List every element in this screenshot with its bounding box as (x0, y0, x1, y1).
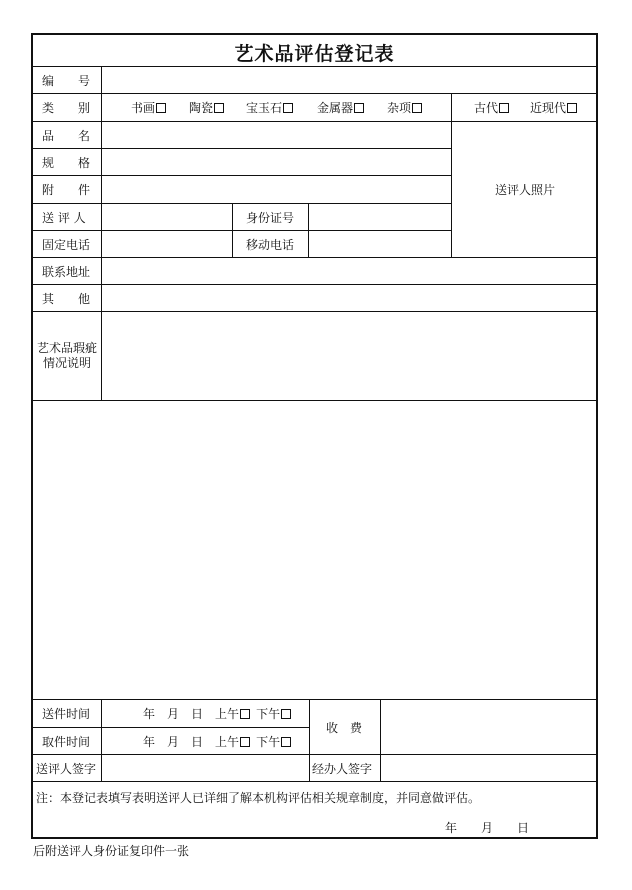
label-name: 品 名 (42, 129, 91, 143)
photo-label: 送评人照片 (495, 183, 556, 197)
label-id-number: 身份证号 (246, 211, 295, 225)
label-spec: 规 格 (42, 156, 91, 170)
label-landline: 固定电话 (42, 238, 91, 252)
label-attachment: 附 件 (42, 183, 91, 197)
checkbox[interactable] (240, 709, 250, 719)
label-number: 编 号 (42, 74, 91, 88)
row-divider (33, 284, 596, 285)
label-submitter-signature: 送评人签字 (36, 762, 97, 776)
era-option-modern[interactable]: 近现代 (530, 101, 577, 115)
registration-form (31, 33, 598, 839)
row-divider (33, 148, 451, 149)
column-divider (101, 699, 102, 781)
checkbox[interactable] (240, 737, 250, 747)
category-option-misc[interactable]: 杂项 (387, 101, 422, 115)
checkbox[interactable] (283, 103, 293, 113)
checkbox[interactable] (567, 103, 577, 113)
checkbox[interactable] (281, 737, 291, 747)
checkbox[interactable] (214, 103, 224, 113)
row-divider (33, 203, 451, 204)
row-divider (33, 699, 596, 700)
row-divider (33, 400, 596, 401)
form-title: 艺术品评估登记表 (234, 43, 395, 65)
column-divider (101, 66, 102, 400)
label-submitter: 送 评 人 (42, 211, 86, 225)
label-mobile: 移动电话 (246, 238, 295, 252)
row-divider (33, 230, 451, 231)
row-divider (33, 66, 596, 67)
category-option-gems[interactable]: 宝玉石 (246, 101, 293, 115)
pickup-datetime: 年 月 日 上午 下午 (143, 735, 291, 749)
checkbox[interactable] (281, 709, 291, 719)
label-handler-signature: 经办人签字 (312, 762, 373, 776)
category-option-ceramics[interactable]: 陶瓷 (189, 101, 224, 115)
column-divider (308, 203, 309, 257)
checkbox[interactable] (412, 103, 422, 113)
label-dropoff-time: 送件时间 (42, 707, 91, 721)
row-divider (33, 754, 596, 755)
column-divider (232, 203, 233, 257)
label-pickup-time: 取件时间 (42, 735, 91, 749)
row-divider (33, 311, 596, 312)
label-flaws: 艺术品瑕疵情况说明 (36, 341, 97, 370)
row-divider (33, 175, 451, 176)
checkbox[interactable] (156, 103, 166, 113)
column-divider (309, 699, 310, 781)
label-category: 类 别 (42, 101, 91, 115)
label-other: 其 他 (42, 292, 91, 306)
checkbox[interactable] (354, 103, 364, 113)
footer-note: 后附送评人身份证复印件一张 (33, 844, 190, 858)
label-address: 联系地址 (42, 265, 91, 279)
era-option-ancient[interactable]: 古代 (474, 101, 509, 115)
column-divider (380, 699, 381, 781)
category-option-calligraphy[interactable]: 书画 (131, 101, 166, 115)
note-text: 注：本登记表填写表明送评人已详细了解本机构评估相关规章制度，并同意做评估。 (36, 791, 481, 805)
dropoff-datetime: 年 月 日 上午 下午 (143, 707, 291, 721)
row-divider (33, 93, 596, 94)
checkbox[interactable] (499, 103, 509, 113)
row-divider (33, 727, 309, 728)
category-option-metal[interactable]: 金属器 (317, 101, 364, 115)
row-divider (33, 257, 596, 258)
note-date: 年 月 日 (445, 821, 530, 835)
column-divider (451, 93, 452, 257)
row-divider (33, 781, 596, 782)
label-fee: 收 费 (326, 721, 363, 735)
row-divider (33, 121, 596, 122)
